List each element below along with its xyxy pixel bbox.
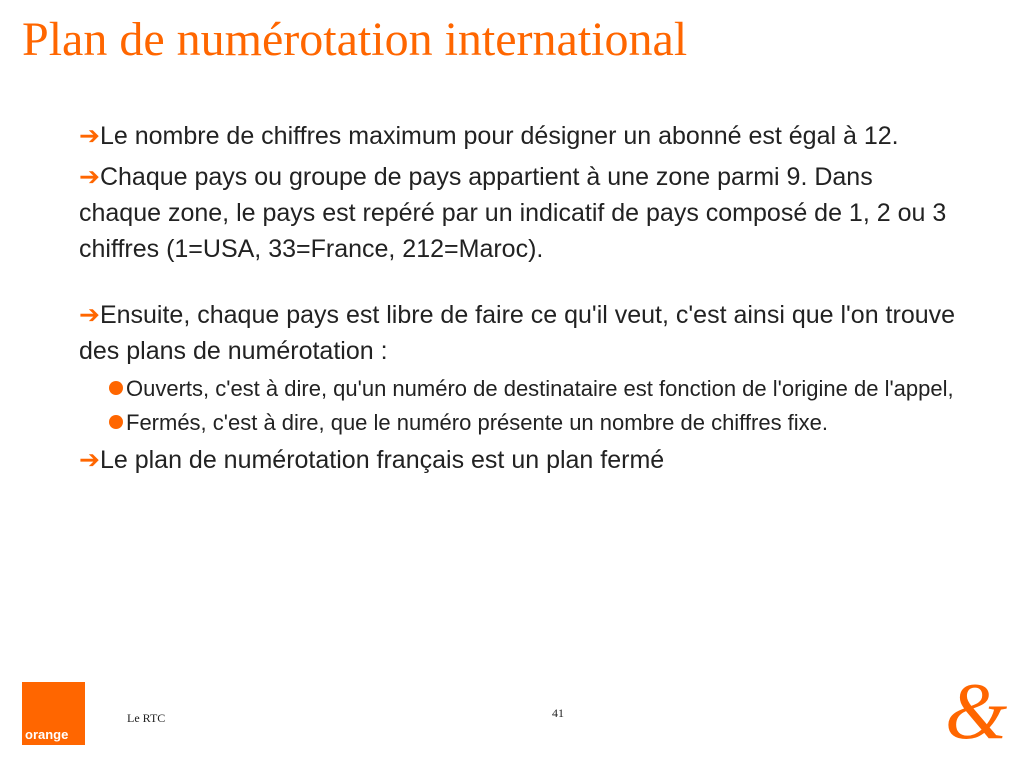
bullet-text: Chaque pays ou groupe de pays appartient à une zone parmi 9. Dans chaque zone, le pays est repéré par un indicatif de pays composé de 1, 2 ou 3 chiffres (1=USA, 33=France, 212=Maroc).: [79, 163, 947, 263]
slide-content: [79, 118, 959, 483]
slide-title: Plan de numérotation international: [22, 13, 688, 66]
bullet-text: Le plan de numérotation français est un plan fermé: [99, 446, 665, 474]
footer-label: Le RTC: [127, 711, 166, 725]
sub-bullet-text: Fermés, c'est à dire, que le numéro présente un nombre de chiffres fixe.: [126, 410, 829, 435]
arrow-icon: ➔: [79, 122, 100, 150]
arrow-icon: ➔: [79, 301, 100, 329]
bullet-text: Ensuite, chaque pays est libre de faire ce qu'il veut, c'est ainsi que l'on trouve des plans de numérotation :: [79, 301, 956, 365]
dot-bullet-icon: [109, 381, 123, 395]
arrow-icon: ➔: [79, 163, 100, 191]
bullet-item: [79, 159, 959, 267]
bullet-item: [79, 297, 959, 369]
orange-logo: [22, 682, 85, 745]
bullet-item: [79, 118, 959, 154]
sub-bullet-item: [109, 374, 959, 404]
bullet-item: [79, 442, 959, 478]
sub-bullet-text: Ouverts, c'est à dire, qu'un numéro de destinataire est fonction de l'origine de l'appel,: [126, 376, 954, 401]
bullet-text: Le nombre de chiffres maximum pour désigner un abonné est égal à 12.: [99, 122, 899, 150]
page-number: 41: [552, 706, 564, 720]
arrow-icon: ➔: [79, 446, 100, 474]
sub-bullet-item: [109, 408, 959, 438]
logo-text: orange: [25, 727, 69, 742]
ampersand-logo: &: [945, 668, 1008, 756]
dot-bullet-icon: [109, 415, 123, 429]
